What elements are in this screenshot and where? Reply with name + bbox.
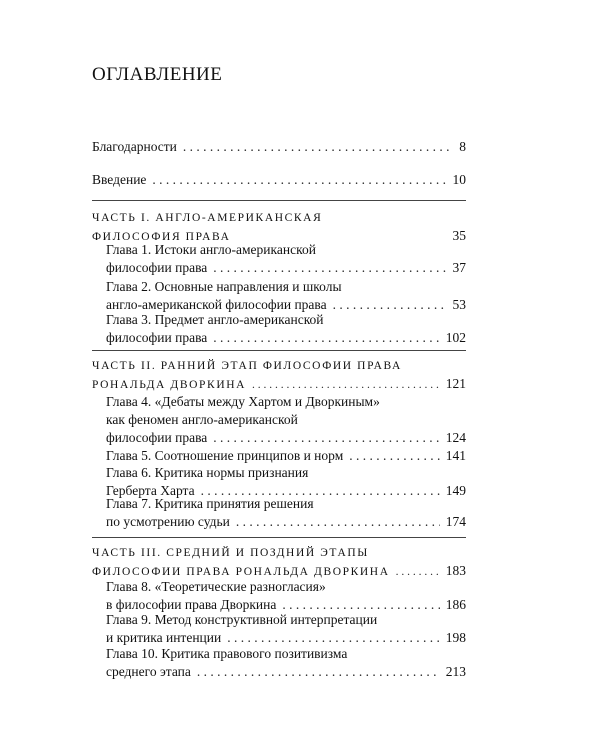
page-number: 124 (445, 430, 466, 445)
chapter-title-line: по усмотрению судьи (106, 514, 230, 529)
chapter-title-line: Глава 2. Основные направления и школы (106, 279, 342, 294)
toc-chapter-4[interactable] (106, 393, 466, 447)
chapter-title-line: среднего этапа (106, 664, 191, 679)
page-number: 121 (445, 376, 466, 391)
chapter-title-line: в философии права Дворкина (106, 597, 277, 612)
dot-leader (349, 447, 440, 465)
toc-chapter-3[interactable] (106, 311, 466, 347)
section-divider (92, 200, 466, 201)
toc-entry-acknowledgements[interactable] (92, 138, 466, 156)
toc-chapter-2[interactable] (106, 278, 466, 314)
dot-leader (252, 376, 440, 394)
toc-part-2[interactable] (92, 357, 466, 394)
page-number: 186 (445, 597, 466, 612)
toc-chapter-9[interactable] (106, 611, 466, 647)
toc-entry-introduction[interactable] (92, 171, 466, 189)
page-title: ОГЛАВЛЕНИЕ (92, 64, 223, 85)
part-title-line: ЧАСТЬ I. АНГЛО-АМЕРИКАНСКАЯ (92, 212, 323, 224)
entry-label: Благодарности (92, 139, 177, 154)
page-number: 10 (452, 172, 466, 187)
chapter-title-line: Глава 6. Критика нормы признания (106, 465, 309, 480)
dot-leader (152, 171, 446, 189)
page-number: 174 (445, 514, 466, 529)
page-number: 198 (445, 630, 466, 645)
chapter-title-line: как феномен англо-американской (106, 412, 298, 427)
chapter-title-line: философии права (106, 330, 208, 345)
page-number: 102 (445, 330, 466, 345)
page-number: 149 (445, 483, 466, 498)
part-title-line: ЧАСТЬ III. СРЕДНИЙ И ПОЗДНИЙ ЭТАПЫ (92, 547, 369, 559)
chapter-title-line: Глава 3. Предмет англо-американской (106, 312, 324, 327)
chapter-title-line: философии права (106, 260, 208, 275)
chapter-title-line: Глава 7. Критика принятия решения (106, 496, 314, 511)
chapter-title-line: англо-американской философии права (106, 297, 327, 312)
page-number: 213 (445, 664, 466, 679)
dot-leader (213, 259, 446, 277)
chapter-title-line: Герберта Харта (106, 483, 195, 498)
part-title-line: РОНАЛЬДА ДВОРКИНА (92, 379, 247, 391)
chapter-title-line: Глава 5. Соотношение принципов и норм (106, 448, 344, 463)
page-number: 8 (459, 139, 466, 154)
dot-leader (213, 329, 439, 347)
dot-leader (197, 663, 440, 681)
part-title-line: ЧАСТЬ II. РАННИЙ ЭТАП ФИЛОСОФИИ ПРАВА (92, 360, 402, 372)
toc-chapter-1[interactable] (106, 241, 466, 277)
dot-leader (183, 138, 453, 156)
chapter-title-line: Глава 9. Метод конструктивной интерпретации (106, 612, 378, 627)
part-title-line: ФИЛОСОФИИ ПРАВА РОНАЛЬДА ДВОРКИНА (92, 566, 390, 578)
toc-chapter-8[interactable] (106, 578, 466, 614)
page-number: 53 (452, 297, 466, 312)
section-divider (92, 537, 466, 538)
section-divider (92, 350, 466, 351)
chapter-title-line: Глава 1. Истоки англо-американской (106, 242, 316, 257)
page-number: 35 (452, 228, 466, 243)
chapter-title-line: философии права (106, 430, 208, 445)
page-number: 37 (452, 260, 466, 275)
chapter-title-line: Глава 10. Критика правового позитивизма (106, 646, 348, 661)
toc-chapter-10[interactable] (106, 645, 466, 681)
toc-chapter-7[interactable] (106, 495, 466, 531)
chapter-title-line: Глава 4. «Дебаты между Хартом и Дворкиным» (106, 394, 380, 409)
page-number: 141 (445, 448, 466, 463)
dot-leader (213, 429, 439, 447)
page-number: 183 (445, 563, 466, 578)
toc-chapter-5[interactable] (106, 447, 466, 465)
toc-part-3[interactable] (92, 544, 466, 581)
chapter-title-line: и критика интенции (106, 630, 222, 645)
entry-label: Введение (92, 172, 147, 187)
part-title-line: ФИЛОСОФИЯ ПРАВА (92, 231, 231, 243)
dot-leader (236, 513, 440, 531)
chapter-title-line: Глава 8. «Теоретические разногласия» (106, 579, 326, 594)
